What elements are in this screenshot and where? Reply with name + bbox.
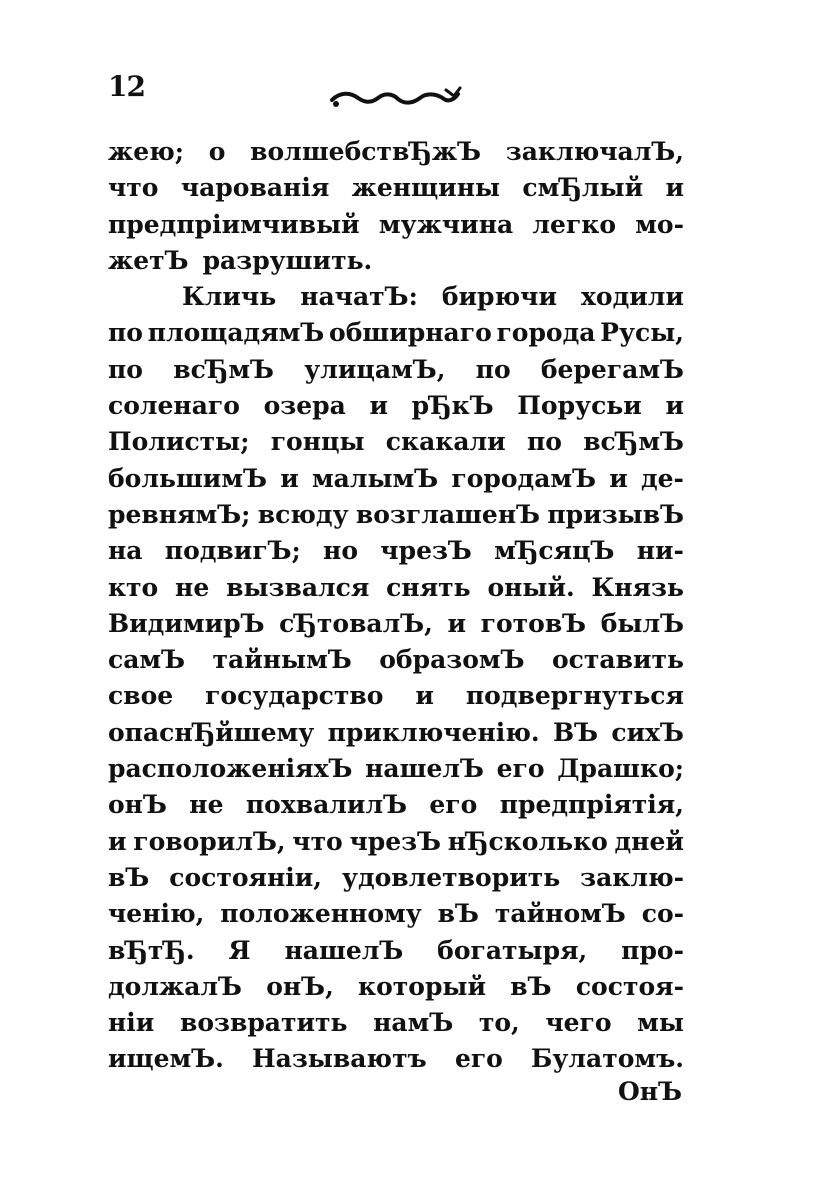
word: говорилЪ,: [133, 826, 286, 856]
word: малымЪ: [311, 463, 439, 493]
word: вЪ: [108, 862, 150, 892]
word: возглашенЪ: [355, 499, 541, 529]
word: Князь: [591, 572, 684, 602]
word: по: [475, 354, 511, 384]
word: обширнаго: [329, 318, 492, 348]
word: Полисты;: [108, 427, 250, 457]
page-text: [108, 137, 684, 1081]
word: намЪ: [373, 1008, 454, 1038]
word: свое: [108, 681, 174, 711]
word: разрушить.: [202, 245, 373, 275]
word: вызвался: [226, 572, 370, 602]
word: улицамЪ,: [304, 354, 446, 384]
word: начатЪ:: [300, 282, 418, 312]
word: на: [108, 536, 143, 566]
word: чрезЪ: [349, 826, 441, 856]
text-line: [108, 681, 684, 717]
word: городамЪ: [451, 463, 597, 493]
word: площадямЪ: [147, 318, 325, 348]
word: предпріятія,: [499, 790, 684, 820]
word: дней: [614, 826, 684, 856]
word: образомЪ: [379, 645, 525, 675]
word: и: [665, 391, 684, 421]
word: легко: [532, 209, 617, 239]
word: заклю-: [580, 862, 684, 892]
word: онЪ: [108, 790, 167, 820]
word: смЂлый: [522, 173, 644, 203]
text-line: [108, 609, 684, 645]
word: ищемЪ.: [108, 1044, 224, 1074]
text-line: [108, 137, 684, 173]
word: и: [108, 826, 127, 856]
word: ніи: [108, 1008, 155, 1038]
word: вЪ: [510, 971, 552, 1001]
word: ревнямЪ;: [108, 499, 251, 529]
word: мЂсяцЪ: [494, 536, 615, 566]
word: государство: [205, 681, 384, 711]
word: по: [108, 318, 143, 348]
word: женщины: [351, 173, 501, 203]
word: и: [665, 173, 684, 203]
word: его: [429, 790, 478, 820]
word: оный.: [487, 572, 575, 602]
text-line: [108, 827, 684, 863]
word: богатыря,: [437, 935, 588, 965]
word: самЪ: [108, 645, 186, 675]
word: озера: [263, 391, 346, 421]
word: состояніи,: [169, 862, 323, 892]
word: о: [208, 137, 226, 166]
text-line: [108, 754, 684, 790]
word: то,: [478, 1008, 520, 1038]
word: большимЪ: [108, 463, 267, 493]
word: ченію,: [108, 899, 205, 929]
word: по: [108, 354, 143, 384]
word: нЂсколько: [447, 826, 608, 856]
word: ВидимирЪ: [108, 608, 265, 638]
word: подвигЪ;: [164, 536, 301, 566]
page-number: 12: [108, 70, 145, 103]
word: чрезЪ: [380, 536, 472, 566]
word: готовЪ: [480, 608, 587, 638]
word: по: [526, 427, 562, 457]
text-line: [108, 863, 684, 899]
word: нашелЪ: [284, 935, 404, 965]
text-line: [108, 391, 684, 427]
word: расположеніяхЪ: [108, 754, 353, 784]
word: онЪ,: [266, 971, 334, 1001]
word: состоя-: [575, 971, 684, 1001]
word: его: [496, 754, 545, 784]
text-line: [108, 464, 684, 500]
word: и: [447, 608, 467, 638]
text-line: [108, 210, 684, 246]
word: вЂтЂ.: [108, 935, 195, 965]
word: оставить: [552, 645, 684, 675]
text-line: [108, 936, 684, 972]
text-line: [108, 355, 684, 391]
word: жетЪ: [108, 245, 189, 275]
word: ВЪ: [552, 717, 599, 747]
word: и: [609, 463, 628, 493]
word: всюду: [257, 499, 349, 529]
word: былЪ: [600, 608, 684, 638]
word: нашелЪ: [365, 754, 484, 784]
word: снять: [386, 572, 471, 602]
word: призывЪ: [547, 499, 684, 529]
catchword: ОнЪ: [618, 1077, 682, 1106]
text-line: [108, 645, 684, 681]
word: мужчина: [378, 209, 514, 239]
word: про-: [621, 935, 684, 965]
word: тайномЪ: [494, 899, 626, 929]
word: должалЪ: [108, 971, 242, 1001]
word: удовлетворить: [341, 862, 561, 892]
text-line: [108, 899, 684, 935]
word: кто: [108, 572, 159, 602]
word: де-: [640, 463, 684, 493]
word: чего: [545, 1008, 612, 1038]
word: не: [175, 572, 210, 602]
ornamental-flourish-icon: [328, 86, 462, 110]
word: Называютъ: [252, 1044, 427, 1074]
word: мо-: [635, 209, 684, 239]
word: положенному: [220, 899, 422, 929]
text-line: [108, 318, 684, 354]
word: Булатомъ.: [531, 1044, 684, 1074]
word: вЪ: [437, 899, 479, 929]
word: берегамЪ: [540, 354, 684, 384]
word: города: [496, 318, 596, 348]
text-line: [108, 573, 684, 609]
word: рЂкЪ: [411, 391, 494, 421]
text-line: [108, 718, 684, 754]
word: со-: [641, 899, 684, 929]
text-line: [108, 246, 684, 282]
word: тайнымЪ: [212, 645, 352, 675]
word: Драшко;: [557, 754, 684, 784]
word: подвергнуться: [465, 681, 684, 711]
word: сихЪ: [611, 717, 684, 747]
word: Порусьи: [517, 391, 642, 421]
word: его: [454, 1044, 503, 1074]
word: сЂтовалЪ,: [279, 608, 433, 638]
word: и: [280, 463, 299, 493]
word: гонцы: [270, 427, 365, 457]
text-line: [108, 1008, 684, 1044]
text-line: [108, 972, 684, 1008]
word: опаснЂйшему: [108, 717, 315, 747]
text-line: [108, 1044, 684, 1080]
word: соленаго: [108, 391, 240, 421]
text-line: [108, 173, 684, 209]
word: ни-: [636, 536, 684, 566]
word: и: [369, 391, 388, 421]
word: заключалЪ,: [505, 137, 684, 166]
word: Кличь: [182, 282, 277, 312]
word: возвратить: [179, 1008, 348, 1038]
text-line: [108, 500, 684, 536]
word: всЂмЪ: [173, 354, 274, 384]
text-line: [108, 536, 684, 572]
word: похвалилЪ: [245, 790, 408, 820]
word: чарованія: [180, 173, 330, 203]
word: всЂмЪ: [583, 427, 684, 457]
word: не: [189, 790, 224, 820]
word: скакали: [385, 427, 506, 457]
word: что: [108, 173, 159, 203]
word: предпріимчивый: [108, 209, 360, 239]
text-line: [108, 282, 684, 318]
word: волшебствЂжЪ: [250, 137, 482, 166]
text-line: [108, 790, 684, 826]
word: Я: [228, 935, 251, 965]
word: бирючи: [441, 282, 558, 312]
word: приключенію.: [327, 717, 540, 747]
word: и: [415, 681, 434, 711]
word: ходили: [581, 282, 684, 312]
word: но: [323, 536, 359, 566]
word: мы: [637, 1008, 684, 1038]
text-line: [108, 427, 684, 463]
word: что: [292, 826, 343, 856]
word: который: [358, 971, 487, 1001]
word: жею;: [108, 137, 185, 166]
word: Русы,: [600, 318, 684, 348]
